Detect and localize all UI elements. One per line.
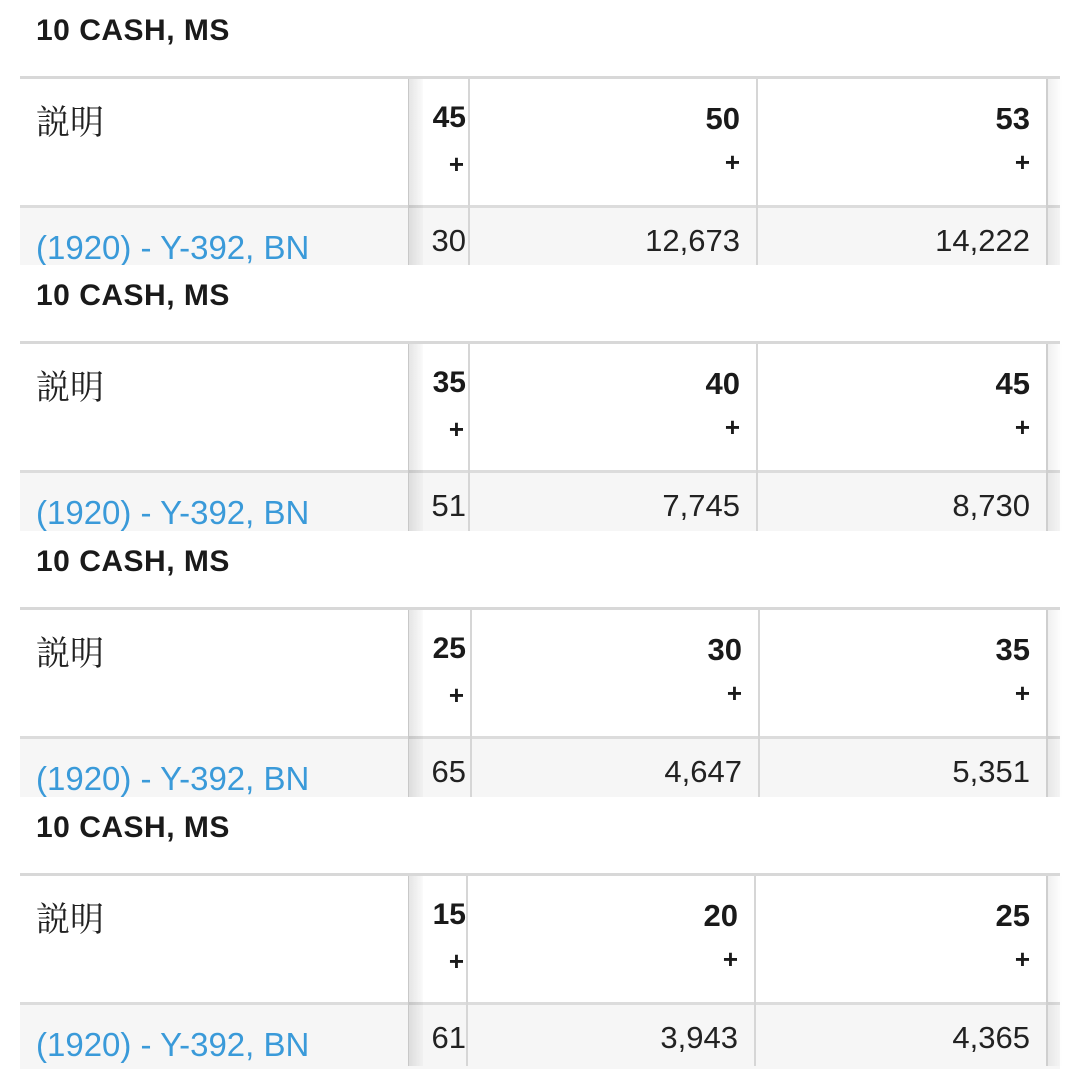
price-table-section <box>0 0 1080 265</box>
cell-value: 4,365 <box>952 1020 1030 1055</box>
column-plus: + <box>724 412 740 442</box>
sticky-column-divider <box>408 79 423 265</box>
price-table-section <box>0 531 1080 797</box>
column-header: 53 <box>995 101 1030 136</box>
price-table <box>20 76 1060 265</box>
section-title: 10 CASH, MS <box>36 14 230 47</box>
scroll-edge <box>1046 79 1062 265</box>
cell-value: 14,222 <box>935 223 1030 258</box>
column-plus: + <box>724 147 740 177</box>
scroll-edge <box>1046 876 1062 1066</box>
column-header: 25 <box>432 632 466 665</box>
item-link[interactable]: (1920) - Y-392, BN <box>36 1026 310 1063</box>
cell-value: 4,647 <box>664 754 742 789</box>
scroll-edge <box>1046 610 1062 797</box>
column-header: 35 <box>432 366 466 399</box>
column-plus: + <box>1014 944 1030 974</box>
column-plus: + <box>448 946 464 976</box>
price-column <box>754 876 1048 1066</box>
cell-value: 5,351 <box>952 754 1030 789</box>
price-column <box>758 610 1048 797</box>
price-column <box>756 344 1048 531</box>
column-plus: + <box>448 414 464 444</box>
column-plus: + <box>722 944 738 974</box>
column-plus: + <box>726 678 742 708</box>
column-header: 35 <box>995 632 1030 667</box>
cell-value: 30 <box>431 223 466 258</box>
cell-value: 65 <box>431 754 466 789</box>
column-header: 50 <box>705 101 740 136</box>
cell-value: 3,943 <box>660 1020 738 1055</box>
description-header: 説明 <box>36 103 104 143</box>
column-header: 40 <box>705 366 740 401</box>
sticky-column-divider <box>408 344 423 531</box>
price-table <box>20 341 1060 531</box>
column-header: 20 <box>703 898 738 933</box>
price-column <box>468 79 758 265</box>
section-title: 10 CASH, MS <box>36 811 230 844</box>
item-link[interactable]: (1920) - Y-392, BN <box>36 229 310 265</box>
price-table <box>20 873 1060 1065</box>
column-plus: + <box>1014 147 1030 177</box>
cell-value: 61 <box>431 1020 466 1055</box>
description-header: 説明 <box>36 900 104 940</box>
cell-value: 7,745 <box>662 488 740 523</box>
scroll-edge <box>1046 344 1062 531</box>
column-plus: + <box>448 680 464 710</box>
cell-value: 12,673 <box>645 223 740 258</box>
column-header: 45 <box>995 366 1030 401</box>
sticky-column-divider <box>408 876 423 1066</box>
description-header: 説明 <box>36 634 104 674</box>
section-title: 10 CASH, MS <box>36 545 230 578</box>
column-header: 25 <box>995 898 1030 933</box>
description-header: 説明 <box>36 368 104 408</box>
cell-value: 51 <box>431 488 466 523</box>
sticky-column-divider <box>408 610 423 797</box>
item-link[interactable]: (1920) - Y-392, BN <box>36 760 310 797</box>
price-column <box>468 344 758 531</box>
column-plus: + <box>1014 412 1030 442</box>
column-header: 30 <box>707 632 742 667</box>
price-table-section <box>0 797 1080 1082</box>
price-column <box>756 79 1048 265</box>
column-plus: + <box>448 149 464 179</box>
price-table-section <box>0 265 1080 531</box>
cell-value: 8,730 <box>952 488 1030 523</box>
price-column <box>470 610 760 797</box>
price-table <box>20 607 1060 797</box>
column-plus: + <box>1014 678 1030 708</box>
item-link[interactable]: (1920) - Y-392, BN <box>36 494 310 531</box>
column-header: 15 <box>432 898 466 931</box>
price-column <box>466 876 756 1066</box>
column-header: 45 <box>432 101 466 134</box>
section-title: 10 CASH, MS <box>36 279 230 312</box>
